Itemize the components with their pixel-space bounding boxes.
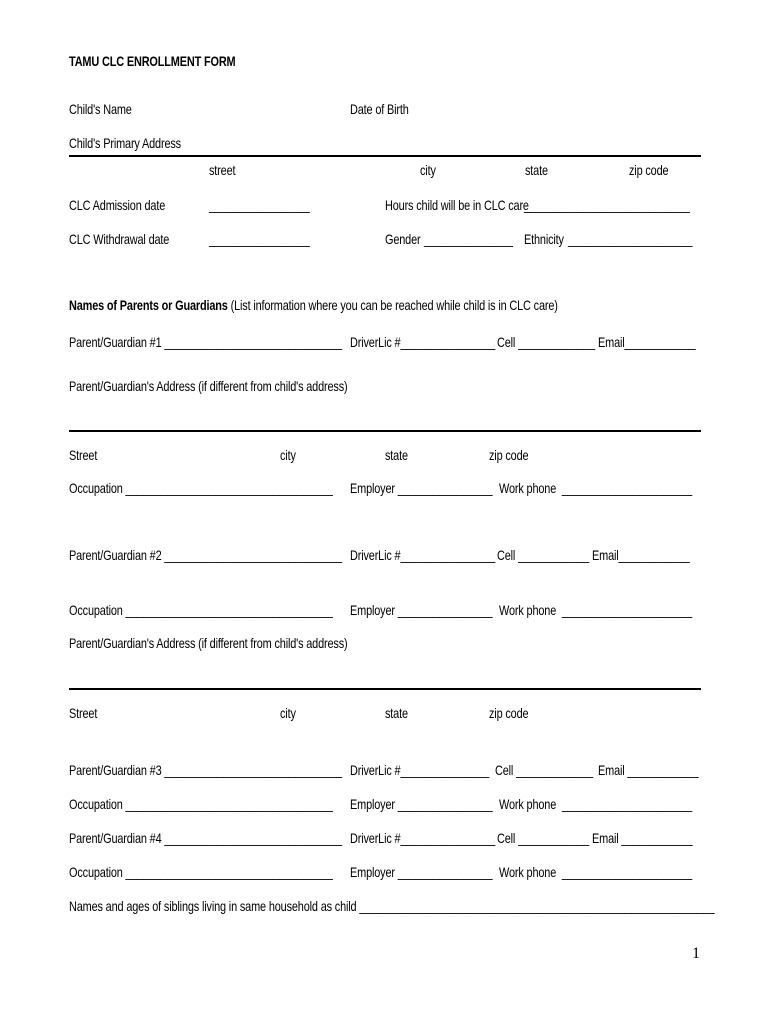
guardian2-zip-caption: zip code — [489, 705, 529, 721]
ethnicity-label: Ethnicity — [524, 231, 564, 247]
dob-label: Date of Birth — [350, 101, 409, 117]
guardian4-employer-field[interactable]: Employer ________________ — [350, 864, 493, 880]
guardian4-cell-field[interactable]: Cell ____________ — [497, 830, 590, 846]
guardian2-occupation-field[interactable]: Occupation ___________________________________ — [69, 602, 333, 618]
guardian3-name-field[interactable]: Parent/Guardian #3 ______________________________ — [69, 762, 342, 778]
guardian1-workphone-field[interactable]: Work phone ______________________ — [499, 480, 693, 496]
child-address-line[interactable] — [69, 155, 701, 157]
guardian2-state-caption: state — [385, 705, 408, 721]
guardian1-email-field[interactable]: Email____________ — [598, 334, 696, 350]
ethnicity-field[interactable]: _____________________ — [568, 231, 693, 247]
guardian1-street-caption: Street — [69, 447, 98, 463]
admission-date-label: CLC Admission date — [69, 197, 166, 213]
guardian2-workphone-field[interactable]: Work phone ______________________ — [499, 602, 693, 618]
guardian1-state-caption: state — [385, 447, 408, 463]
withdrawal-date-label: CLC Withdrawal date — [69, 231, 170, 247]
child-zip-caption: zip code — [629, 162, 669, 178]
guardian4-driverlic-field[interactable]: DriverLic #________________ — [350, 830, 496, 846]
parents-heading-bold: Names of Parents or Guardians — [69, 297, 228, 313]
gender-field[interactable]: _______________ — [424, 231, 513, 247]
guardian2-address-line[interactable] — [69, 688, 701, 690]
guardian1-address-line[interactable] — [69, 430, 701, 432]
guardian1-cell-field[interactable]: Cell _____________ — [497, 334, 595, 350]
guardian4-workphone-field[interactable]: Work phone ______________________ — [499, 864, 693, 880]
guardian1-name-field[interactable]: Parent/Guardian #1 ______________________________ — [69, 334, 342, 350]
guardian2-driverlic-field[interactable]: DriverLic #________________ — [350, 547, 496, 563]
guardian3-email-field[interactable]: Email ____________ — [598, 762, 699, 778]
guardian1-driverlic-field[interactable]: DriverLic #________________ — [350, 334, 496, 350]
guardian3-workphone-field[interactable]: Work phone ______________________ — [499, 796, 693, 812]
gender-label: Gender — [385, 231, 421, 247]
guardian2-cell-field[interactable]: Cell ____________ — [497, 547, 590, 563]
siblings-field[interactable]: Names and ages of siblings living in same household as child ____________________________________________________________ — [69, 898, 715, 914]
guardian1-zip-caption: zip code — [489, 447, 529, 463]
parents-heading-note: (List information where you can be reached while child is in CLC care) — [227, 297, 558, 313]
guardian3-employer-field[interactable]: Employer ________________ — [350, 796, 493, 812]
child-address-label: Child's Primary Address — [69, 135, 181, 151]
guardian1-address-label: Parent/Guardian's Address (if different from child's address) — [69, 378, 348, 394]
guardian2-email-field[interactable]: Email____________ — [592, 547, 690, 563]
child-city-caption: city — [420, 162, 436, 178]
guardian2-address-label: Parent/Guardian's Address (if different from child's address) — [69, 635, 348, 651]
guardian3-driverlic-field[interactable]: DriverLic #_______________ — [350, 762, 490, 778]
guardian3-cell-field[interactable]: Cell _____________ — [495, 762, 593, 778]
guardian1-employer-field[interactable]: Employer ________________ — [350, 480, 493, 496]
hours-care-field[interactable]: ____________________________ — [524, 197, 690, 213]
guardian2-employer-field[interactable]: Employer ________________ — [350, 602, 493, 618]
guardian4-occupation-field[interactable]: Occupation ___________________________________ — [69, 864, 333, 880]
guardian4-name-field[interactable]: Parent/Guardian #4 ______________________________ — [69, 830, 342, 846]
guardian1-city-caption: city — [280, 447, 296, 463]
guardian2-city-caption: city — [280, 705, 296, 721]
page-number: 1 — [692, 945, 700, 962]
admission-date-field[interactable]: _________________ — [209, 197, 310, 213]
form-title: TAMU CLC ENROLLMENT FORM — [69, 53, 236, 69]
withdrawal-date-field[interactable]: _________________ — [209, 231, 310, 247]
guardian2-street-caption: Street — [69, 705, 98, 721]
parents-heading — [69, 297, 558, 313]
guardian4-email-field[interactable]: Email ____________ — [592, 830, 693, 846]
guardian1-occupation-field[interactable]: Occupation ___________________________________ — [69, 480, 333, 496]
child-name-label: Child's Name — [69, 101, 132, 117]
hours-care-label: Hours child will be in CLC care — [385, 197, 529, 213]
child-street-caption: street — [209, 162, 236, 178]
guardian3-occupation-field[interactable]: Occupation ___________________________________ — [69, 796, 333, 812]
child-state-caption: state — [525, 162, 548, 178]
guardian2-name-field[interactable]: Parent/Guardian #2 ______________________________ — [69, 547, 342, 563]
